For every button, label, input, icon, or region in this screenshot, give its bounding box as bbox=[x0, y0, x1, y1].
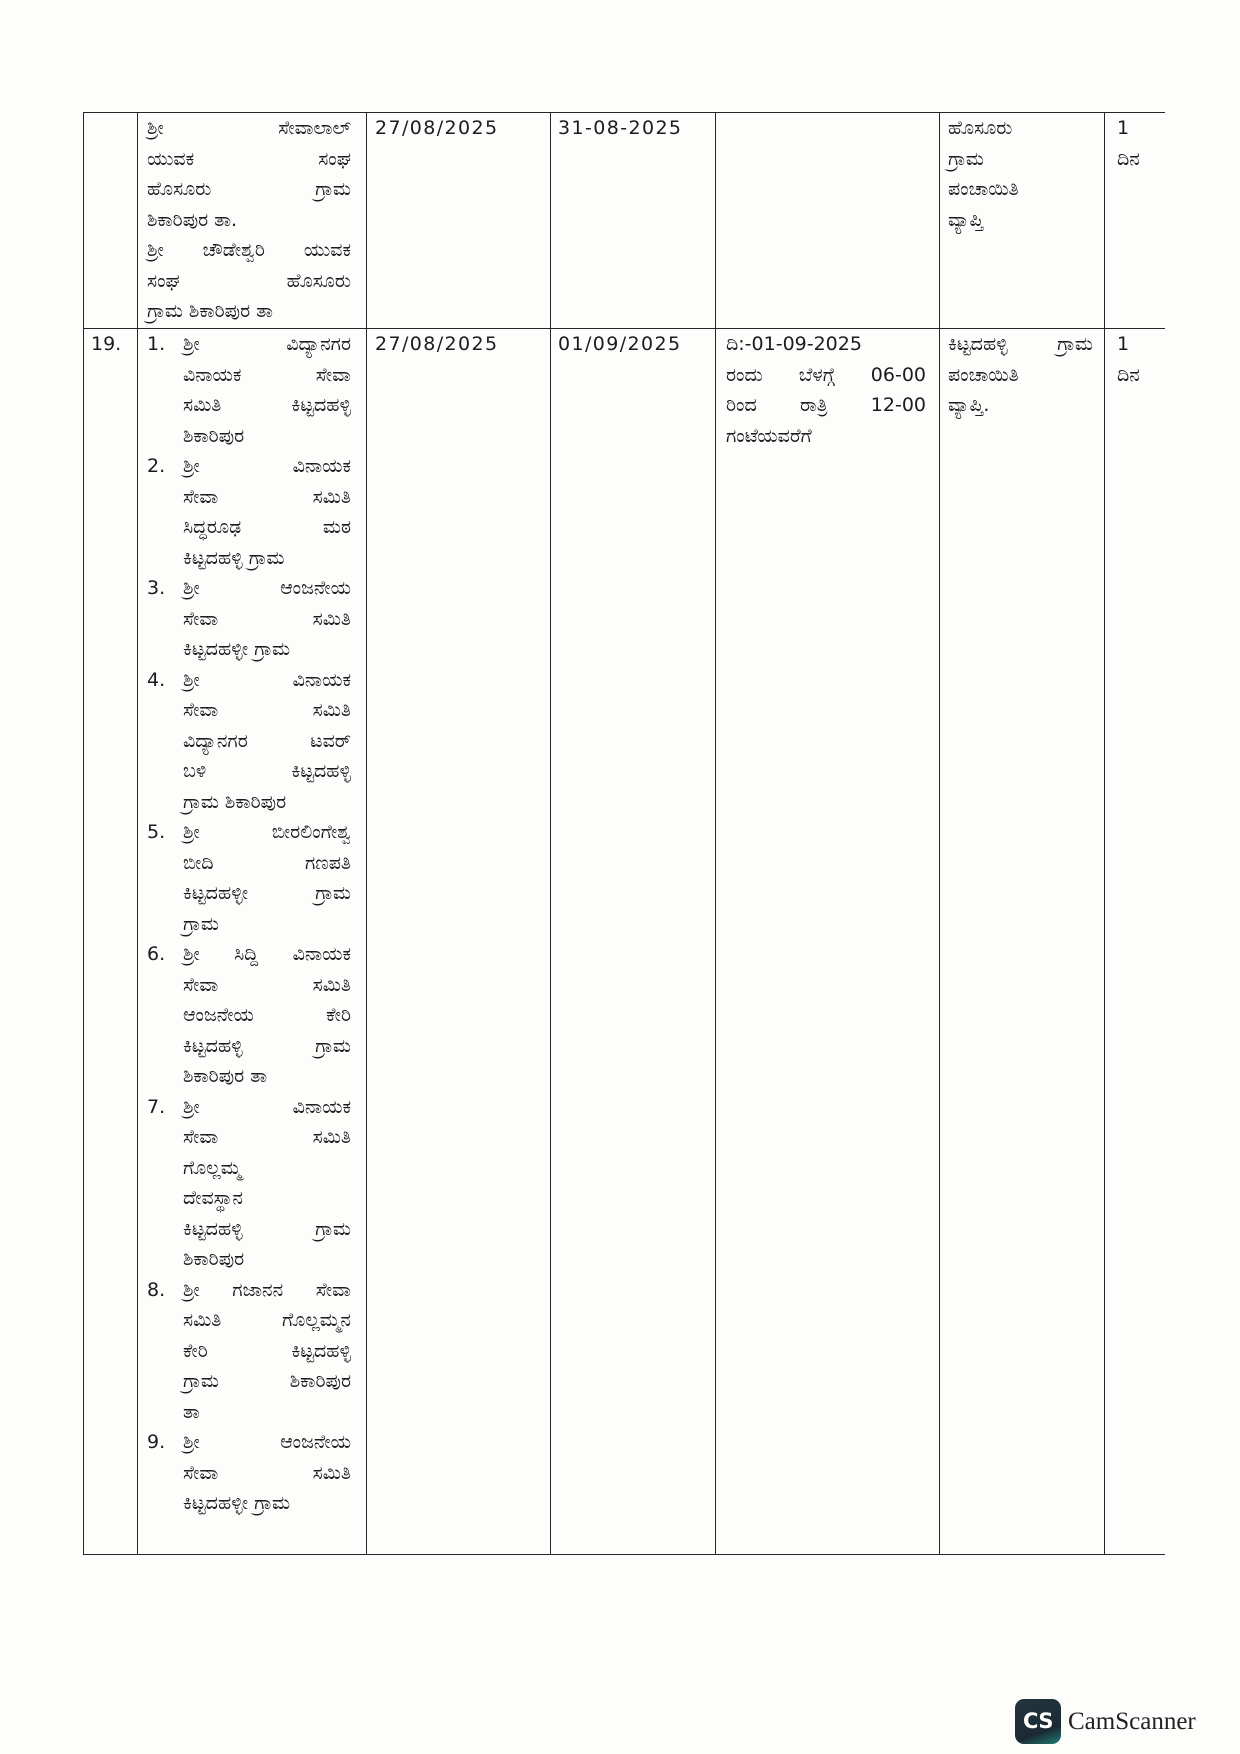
organization-entry bbox=[147, 329, 351, 451]
place-line: ವ್ಯಾಪ್ತಿ bbox=[948, 208, 984, 231]
entry-line: ಶ್ರೀ ವಿನಾಯಕ bbox=[183, 668, 351, 691]
entry-number: 8. bbox=[147, 1278, 166, 1301]
place-line: ಪಂಚಾಯಿತಿ bbox=[948, 178, 1019, 200]
entry-line: ಸಂಘ ಹೊಸೂರು bbox=[147, 269, 351, 292]
row-1-days-cell bbox=[1104, 112, 1165, 328]
days-line: 1 bbox=[1117, 333, 1130, 355]
entry-line: ಯುವಕ ಸಂಘ bbox=[147, 147, 351, 170]
entry-line: ಕಿಟ್ಟದಹಳ್ಳೀ ಗ್ರಾಮ bbox=[183, 1492, 291, 1514]
organization-entry bbox=[147, 451, 351, 573]
place-line: ವ್ಯಾಪ್ತಿ. bbox=[948, 394, 990, 416]
row-2-date-2-cell bbox=[550, 328, 715, 1555]
entry-line: ಶಿಕಾರಿಪುರ bbox=[183, 424, 245, 447]
row-2-days-cell bbox=[1104, 328, 1165, 1555]
entry-line: ಕಿಟ್ಟದಹಳ್ಳಿ ಗ್ರಾಮ bbox=[183, 1034, 351, 1057]
entry-line: ಕಿಟ್ಟದಹಳ್ಳೀ ಗ್ರಾಮ bbox=[183, 638, 291, 660]
organization-entry bbox=[147, 573, 351, 665]
serial-number: 19. bbox=[91, 333, 122, 355]
entry-line: ಸೇವಾ ಸಮಿತಿ bbox=[183, 1126, 351, 1148]
entry-number: 5. bbox=[147, 821, 166, 843]
entry-line: ಸೇವಾ ಸಮಿತಿ bbox=[183, 607, 351, 630]
row-1-date-2-cell bbox=[550, 112, 715, 328]
entry-number: 1. bbox=[147, 333, 166, 355]
entry-number: 7. bbox=[147, 1095, 166, 1118]
entry-line: ಶ್ರೀ ಗಜಾನನ ಸೇವಾ bbox=[183, 1278, 351, 1301]
time-line: ಗಂಟೆಯವರೆಗೆ bbox=[726, 424, 812, 447]
row-2-serial-cell bbox=[83, 328, 137, 1555]
row-2-date-1-cell bbox=[366, 328, 550, 1555]
row-1-date-1-cell bbox=[366, 112, 550, 328]
entry-line: ಶ್ರೀ ಚೌಡೇಶ್ವರಿ ಯುವಕ bbox=[147, 239, 351, 261]
entry-line: ಶ್ರೀ ಬೀರಲಿಂಗೇಶ್ವ bbox=[183, 821, 351, 843]
entry-line: ತಾ bbox=[183, 1400, 200, 1423]
entry-line: ವಿದ್ಯಾನಗರ ಟವರ್ bbox=[183, 729, 351, 752]
entry-line: ಶ್ರೀ ಆಂಜನೇಯ bbox=[183, 1431, 351, 1453]
entry-line: ಕಿಟ್ಟದಹಳ್ಳೀ ಗ್ರಾಮ bbox=[183, 882, 351, 904]
entry-line: ಶ್ರೀ ವಿದ್ಯಾನಗರ bbox=[183, 333, 351, 355]
date-2-text: 01/09/2025 bbox=[558, 333, 682, 355]
row-2-place-cell bbox=[939, 328, 1104, 1555]
entry-line: ಶ್ರೀ ವಿನಾಯಕ bbox=[183, 1095, 351, 1118]
entry-line: ಬಳಿ ಕಿಟ್ಟದಹಳ್ಳಿ bbox=[183, 760, 351, 782]
place-line: ಹೊಸೂರು bbox=[948, 117, 1013, 139]
time-line: ರಂದು ಬೆಳಗ್ಗೆ 06-00 bbox=[726, 363, 926, 386]
organization-entry bbox=[147, 1275, 351, 1428]
row-2-time-cell bbox=[715, 328, 939, 1555]
entry-line: ಕೇರಿ ಕಿಟ್ಟದಹಳ್ಳಿ bbox=[183, 1339, 351, 1362]
days-line: ದಿನ bbox=[1117, 147, 1140, 170]
entry-line: ಗ್ರಾಮ ಶಿಕಾರಿಪುರ bbox=[183, 790, 287, 813]
entry-line: ಸೇವಾ ಸಮಿತಿ bbox=[183, 485, 351, 508]
organization-entry bbox=[147, 939, 351, 1092]
organization-entry bbox=[147, 665, 351, 818]
entry-line: ಶ್ರೀ ಆಂಜನೇಯ bbox=[183, 577, 351, 599]
date-1-text: 27/08/2025 bbox=[375, 333, 499, 355]
entry-line: ಶಿಕಾರಿಪುರ ತಾ. bbox=[147, 208, 238, 231]
entry-line: ಶ್ರೀ ವಿನಾಯಕ bbox=[183, 455, 351, 477]
entry-line: ಸಮಿತಿ ಗೊಲ್ಲಮ್ಮನ bbox=[183, 1309, 351, 1331]
organization-entry bbox=[147, 235, 351, 327]
organization-entry bbox=[147, 817, 351, 939]
row-2-names-cell bbox=[137, 328, 366, 1555]
time-line: ರಿಂದ ರಾತ್ರಿ 12-00 bbox=[726, 394, 926, 416]
row-1-place-cell bbox=[939, 112, 1104, 328]
entry-line: ಗ್ರಾಮ ಶಿಕಾರಿಪುರ bbox=[183, 1370, 351, 1392]
entry-line: ಶ್ರೀ ಸೇವಾಲಾಲ್ bbox=[147, 117, 351, 139]
row-1-time-cell bbox=[715, 112, 939, 328]
entry-number: 6. bbox=[147, 943, 166, 965]
entry-number: 9. bbox=[147, 1431, 166, 1453]
entry-line: ಗೊಲ್ಲಮ್ಮ bbox=[183, 1156, 242, 1179]
organization-entry bbox=[147, 1427, 351, 1519]
entry-line: ಕಿಟ್ಟದಹಳ್ಳಿ ಗ್ರಾಮ bbox=[183, 546, 285, 569]
entry-line: ಶಿಕಾರಿಪುರ bbox=[183, 1248, 245, 1270]
entry-line: ಸಮಿತಿ ಕಿಟ್ಟದಹಳ್ಳಿ bbox=[183, 394, 351, 416]
entry-line: ಗ್ರಾಮ ಶಿಕಾರಿಪುರ ತಾ bbox=[147, 300, 273, 322]
date-2-text: 31-08-2025 bbox=[558, 117, 683, 139]
entry-line: ಸಿದ್ಧರೂಢ ಮಠ bbox=[183, 516, 351, 538]
place-line: ಗ್ರಾಮ bbox=[948, 147, 984, 170]
entry-number: 2. bbox=[147, 455, 166, 477]
date-1-text: 27/08/2025 bbox=[375, 117, 499, 139]
row-1-names-cell bbox=[137, 112, 366, 328]
camscanner-watermark-text: CamScanner bbox=[1068, 1708, 1196, 1735]
days-line: ದಿನ bbox=[1117, 363, 1140, 386]
entry-number: 4. bbox=[147, 668, 166, 691]
entry-line: ದೇವಸ್ಥಾನ bbox=[183, 1187, 243, 1209]
organization-entry bbox=[147, 1092, 351, 1275]
camscanner-logo-icon bbox=[1015, 1699, 1061, 1744]
entry-line: ಬೀದಿ ಗಣಪತಿ bbox=[183, 851, 351, 874]
time-line: ದಿ:-01-09-2025 bbox=[726, 333, 862, 355]
entry-line: ಸೇವಾ ಸಮಿತಿ bbox=[183, 699, 351, 721]
entry-line: ಶಿಕಾರಿಪುರ ತಾ bbox=[183, 1065, 268, 1087]
entry-line: ಕಿಟ್ಟದಹಳ್ಳಿ ಗ್ರಾಮ bbox=[183, 1217, 351, 1240]
row-1-serial-cell bbox=[83, 112, 137, 328]
place-line: ಕಿಟ್ಟದಹಳ್ಳಿ ಗ್ರಾಮ bbox=[948, 333, 1093, 355]
entry-line: ಆಂಜನೇಯ ಕೇರಿ bbox=[183, 1004, 351, 1026]
entry-line: ಶ್ರೀ ಸಿದ್ದಿ ವಿನಾಯಕ bbox=[183, 943, 351, 965]
entry-line: ಸೇವಾ ಸಮಿತಿ bbox=[183, 973, 351, 996]
entry-line: ಹೊಸೂರು ಗ್ರಾಮ bbox=[147, 178, 351, 200]
entry-line: ಗ್ರಾಮ bbox=[183, 912, 219, 935]
place-line: ಪಂಚಾಯಿತಿ bbox=[948, 363, 1019, 386]
entry-line: ವಿನಾಯಕ ಸೇವಾ bbox=[183, 363, 351, 386]
days-line: 1 bbox=[1117, 117, 1130, 139]
entry-line: ಸೇವಾ ಸಮಿತಿ bbox=[183, 1461, 351, 1484]
organization-entry bbox=[147, 113, 351, 235]
entry-number: 3. bbox=[147, 577, 166, 599]
logo-text: CS bbox=[1023, 1709, 1053, 1733]
